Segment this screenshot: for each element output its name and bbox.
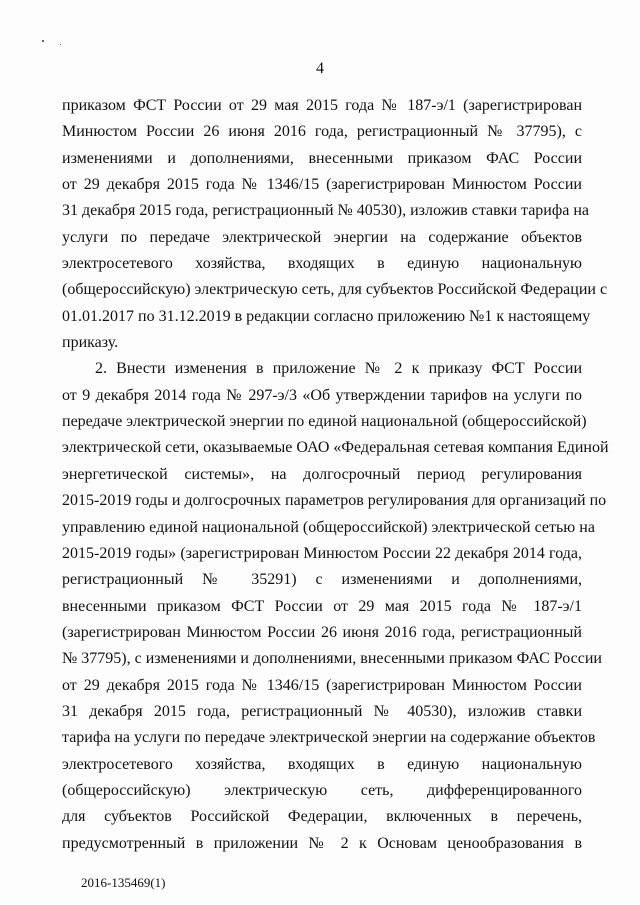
text-line: энергетической системы», на долгосрочный период регулирования (62, 465, 582, 483)
text-line: тарифа на услуги по передаче электрической энергии на содержание объектов (62, 729, 596, 747)
text-line: электросетевого хозяйства, входящих в единую национальную (62, 255, 582, 273)
text-line: регистрационный № 35291) с изменениями и дополнениями, (62, 571, 582, 589)
text-line: от 29 декабря 2015 года № 1346/15 (зарегистрирован Минюстом России (62, 176, 582, 194)
text-line: 2015-2019 годы и долгосрочных параметров регулирования для организаций по (62, 492, 607, 510)
scan-speck (60, 44, 61, 45)
text-line: приказу. (62, 334, 119, 352)
text-line: управлению единой национальной (общероссийской) электрической сетью на (62, 518, 595, 536)
document-id: 2016-135469(1) (81, 875, 166, 890)
page-number: 4 (316, 60, 324, 77)
text-line: передаче электрической энергии по единой национальной (общероссийской) (62, 413, 587, 431)
text-line: электрической сети, оказываемые ОАО «Федеральная сетевая компания Единой (62, 439, 609, 457)
text-line: 2015-2019 годы» (зарегистрирован Минюстом России 22 декабря 2014 года, (62, 544, 582, 562)
text-line: от 9 декабря 2014 года № 297-э/3 «Об утверждении тарифов на услуги по (62, 386, 582, 404)
text-line: Минюстом России 26 июня 2016 года, регистрационный № 37795), с (62, 123, 582, 141)
text-line: № 37795), с изменениями и дополнениями, внесенными приказом ФАС России (62, 650, 602, 668)
text-line: внесенными приказом ФСТ России от 29 мая 2015 года № 187-э/1 (62, 597, 582, 615)
text-line: изменениями и дополнениями, внесенными приказом ФАС России (62, 149, 582, 167)
text-line: услуги по передаче электрической энергии на содержание объектов (62, 228, 582, 246)
text-line: 01.01.2017 по 31.12.2019 в редакции согласно приложению №1 к настоящему (62, 307, 591, 325)
text-line: от 29 декабря 2015 года № 1346/15 (зарегистрирован Минюстом России (62, 676, 582, 694)
text-line: 31 декабря 2015 года, регистрационный № 40530), изложив ставки (62, 702, 582, 720)
text-line: 31 декабря 2015 года, регистрационный № 40530), изложив ставки тарифа на (62, 202, 589, 220)
scan-speck (42, 40, 44, 42)
text-line: для субъектов Российской Федерации, включенных в перечень, (62, 808, 582, 826)
text-line: приказом ФСТ России от 29 мая 2015 года № 187-э/1 (зарегистрирован (62, 97, 582, 114)
text-line: предусмотренный в приложении № 2 к Основам ценообразования в (62, 834, 582, 852)
text-line: (зарегистрирован Минюстом России 26 июня 2016 года, регистрационный (62, 623, 582, 641)
paragraph-start-line: 2. Внести изменения в приложение № 2 к приказу ФСТ России (95, 360, 582, 378)
document-body (62, 93, 609, 857)
text-line: (общероссийскую) электрическую сеть, дифференцированного (62, 781, 582, 799)
text-line: (общероссийскую) электрическую сеть, для субъектов Российской Федерации с (62, 281, 608, 299)
text-line: электросетевого хозяйства, входящих в единую национальную (62, 755, 582, 773)
